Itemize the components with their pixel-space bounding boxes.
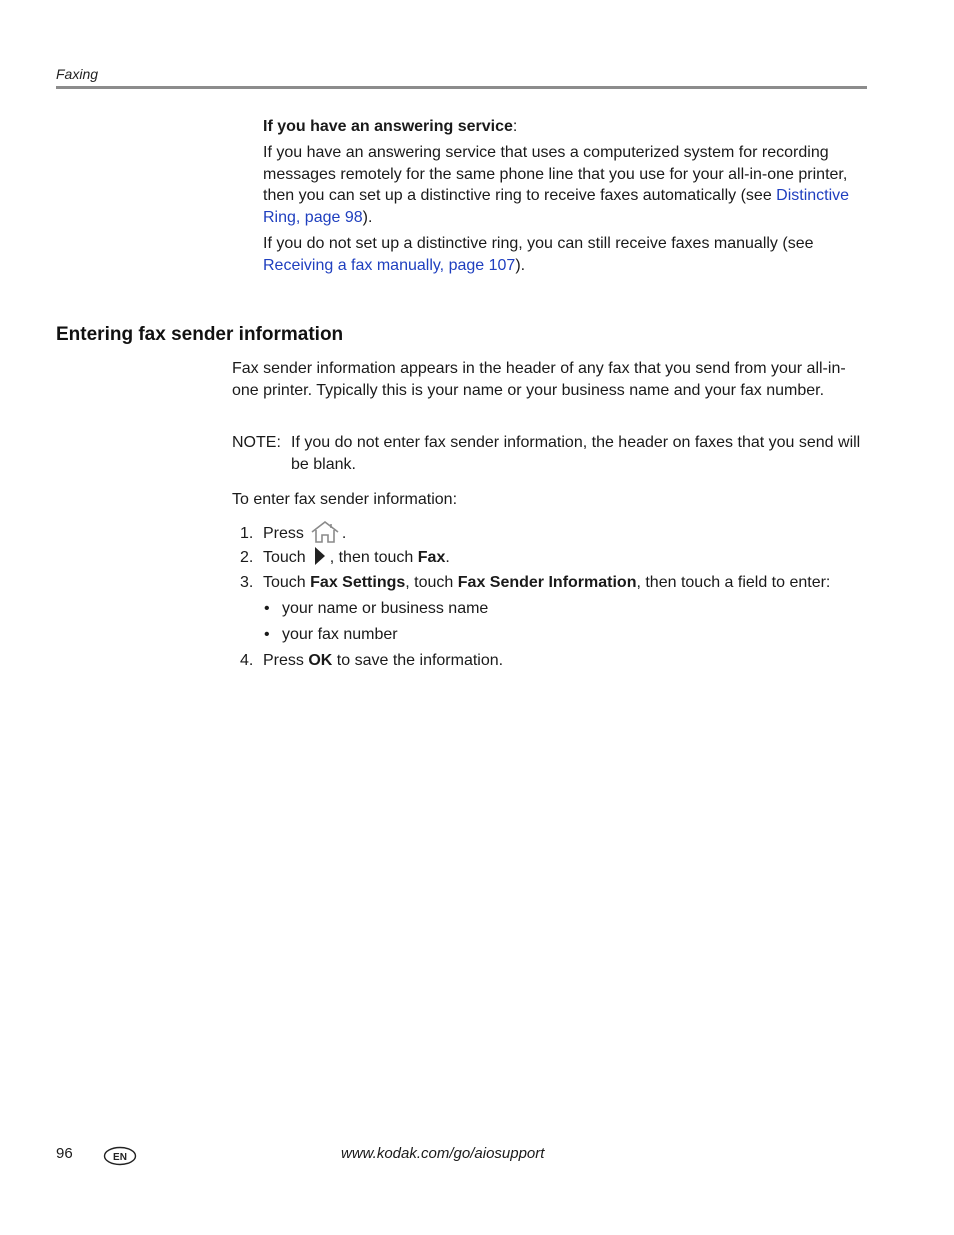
step-3-text: Touch bbox=[263, 574, 311, 591]
note-label: NOTE: bbox=[232, 434, 281, 451]
step-3-end: , then touch a field to enter: bbox=[636, 574, 831, 591]
answering-service-title-text: If you have an answering service bbox=[263, 118, 513, 135]
answering-paragraph-1 bbox=[263, 142, 869, 228]
bullet-dot: • bbox=[264, 600, 270, 617]
step-1-end: . bbox=[341, 525, 347, 542]
link-receiving-fax-manually[interactable]: Receiving a fax manually, page 107 bbox=[263, 256, 516, 274]
step-1-text: Press bbox=[263, 525, 304, 542]
answering-paragraph-2-text: If you do not set up a distinctive ring, you can still receive faxes manually (see bbox=[263, 235, 814, 252]
step-2-end: . bbox=[445, 549, 450, 566]
en-badge-label: EN bbox=[113, 1152, 127, 1163]
answering-paragraph-2-end: ). bbox=[515, 256, 526, 274]
footer-url[interactable]: www.kodak.com/go/aiosupport bbox=[341, 1145, 545, 1162]
bullet-item bbox=[264, 624, 398, 646]
step-number: 1. bbox=[240, 525, 254, 542]
answering-paragraph-1-end: ). bbox=[362, 208, 373, 226]
step-3-mid: , touch bbox=[405, 574, 458, 591]
link-distinctive-ring[interactable]: Distinctive Ring, page 98 bbox=[263, 187, 850, 226]
step-2-bold: Fax bbox=[417, 549, 446, 566]
step-4-end: to save the information. bbox=[332, 652, 504, 669]
step-number: 3. bbox=[240, 574, 254, 591]
bullet-item bbox=[264, 598, 488, 620]
step-4-bold: OK bbox=[308, 652, 333, 669]
bullet-text: your fax number bbox=[282, 626, 398, 643]
right-arrow-icon bbox=[314, 546, 326, 573]
answering-paragraph-1-text: If you have an answering service that uses a computerized system for recording messages remotely for the same phone line that you use for your all-in-one printer, then you can set up a distinctive ring to receive faxes automatically (see bbox=[263, 144, 848, 204]
answering-paragraph-2 bbox=[263, 233, 869, 276]
step-2-text: Touch bbox=[263, 549, 306, 566]
running-head: Faxing bbox=[56, 66, 99, 82]
step-3-bold-fax-settings: Fax Settings bbox=[310, 574, 406, 591]
steps-lead: To enter fax sender information: bbox=[232, 491, 458, 508]
title-colon: : bbox=[512, 118, 518, 135]
note-text: If you do not enter fax sender information, the header on faxes that you send will be blank. bbox=[291, 434, 861, 473]
step-3 bbox=[240, 572, 830, 594]
section-heading: Entering fax sender information bbox=[56, 324, 344, 345]
step-4 bbox=[240, 650, 503, 672]
step-number: 4. bbox=[240, 652, 254, 669]
answering-service-title bbox=[263, 116, 517, 138]
bullet-dot: • bbox=[264, 626, 270, 643]
step-3-bold-sender-info: Fax Sender Information bbox=[457, 574, 637, 591]
step-2 bbox=[240, 546, 450, 573]
step-2-mid: , then touch bbox=[329, 549, 418, 566]
header-rule bbox=[56, 86, 867, 89]
step-4-text: Press bbox=[263, 652, 309, 669]
en-badge-icon bbox=[103, 1146, 137, 1173]
bullet-text: your name or business name bbox=[282, 600, 489, 617]
section-intro: Fax sender information appears in the header of any fax that you send from your all-in-one printer. Typically this is your name or your business name and your fax number. bbox=[232, 360, 846, 399]
step-number: 2. bbox=[240, 549, 254, 566]
page-number: 96 bbox=[56, 1145, 73, 1162]
